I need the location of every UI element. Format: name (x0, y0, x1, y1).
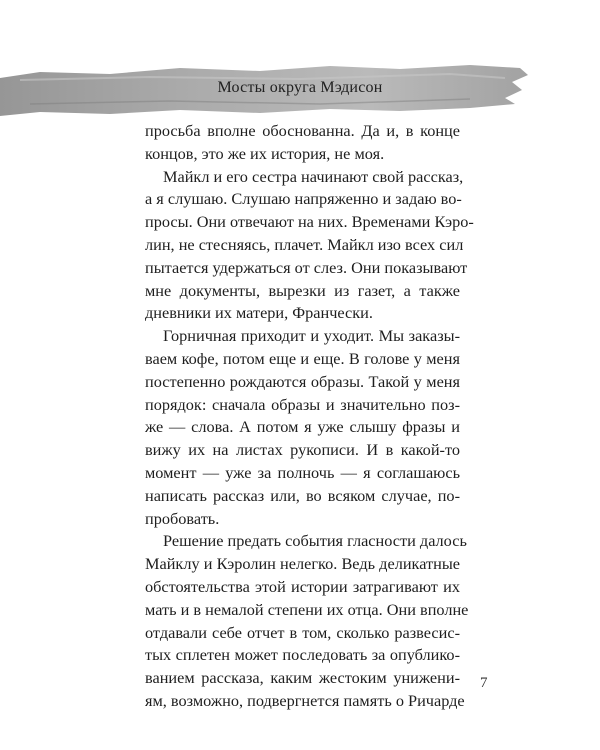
text-line: просы. Они отвечают на них. Временами Кэро- (145, 212, 474, 232)
text-line: Решение предать события гласности далось (163, 531, 467, 551)
text-line: отдавали себе отчет в том, сколько развесис- (145, 622, 460, 642)
header-brush-stroke (0, 0, 600, 130)
text-line: Горничная приходит и уходит. Мы заказы- (163, 326, 460, 346)
body-text (145, 120, 474, 713)
text-line: обстоятельства этой истории затрагивают их (145, 576, 460, 596)
text-line: же — слова. А потом я уже слышу фразы и (145, 417, 460, 437)
text-line: пробовать. (145, 508, 220, 528)
text-line: ям, возможно, подвергнется память о Ричарде (145, 690, 465, 710)
page-number: 7 (480, 675, 488, 691)
text-line: просьба вполне обоснованна. Да и, в конце (145, 121, 460, 140)
text-line: вижу их на листах рукописи. И в какой-то (145, 440, 460, 460)
text-line: написать рассказ или, во всяком случае, по- (145, 485, 460, 505)
text-line: тых сплетен может последовать за опублико- (145, 645, 460, 665)
text-line: ванием рассказа, каким жестоким унижени- (145, 668, 460, 688)
text-line: постепенно рождаются образы. Такой у меня (145, 371, 460, 391)
text-line: мать и в немалой степени их отца. Они вполне (145, 599, 469, 619)
text-line: ваем кофе, потом еще и еще. В голове у меня (145, 348, 460, 368)
text-line: Майклу и Кэролин нелегко. Ведь деликатные (145, 554, 460, 574)
text-line: концов, это же их история, не моя. (145, 143, 385, 163)
text-line: а я слушаю. Слушаю напряженно и задаю во- (145, 189, 462, 209)
text-line: Майкл и его сестра начинают свой рассказ, (163, 166, 464, 186)
running-title: Мосты округа Мэдисон (217, 79, 383, 96)
text-line: дневники их матери, Франчески. (145, 303, 373, 323)
text-line: момент — уже за полночь — я соглашаюсь (145, 462, 460, 482)
text-line: порядок: сначала образы и значительно поз- (145, 394, 460, 414)
text-line: лин, не стесняясь, плачет. Майкл изо всех сил (145, 234, 464, 254)
text-line: мне документы, вырезки из газет, а также (145, 280, 460, 300)
text-line: пытается удержаться от слез. Они показывают (145, 257, 468, 277)
